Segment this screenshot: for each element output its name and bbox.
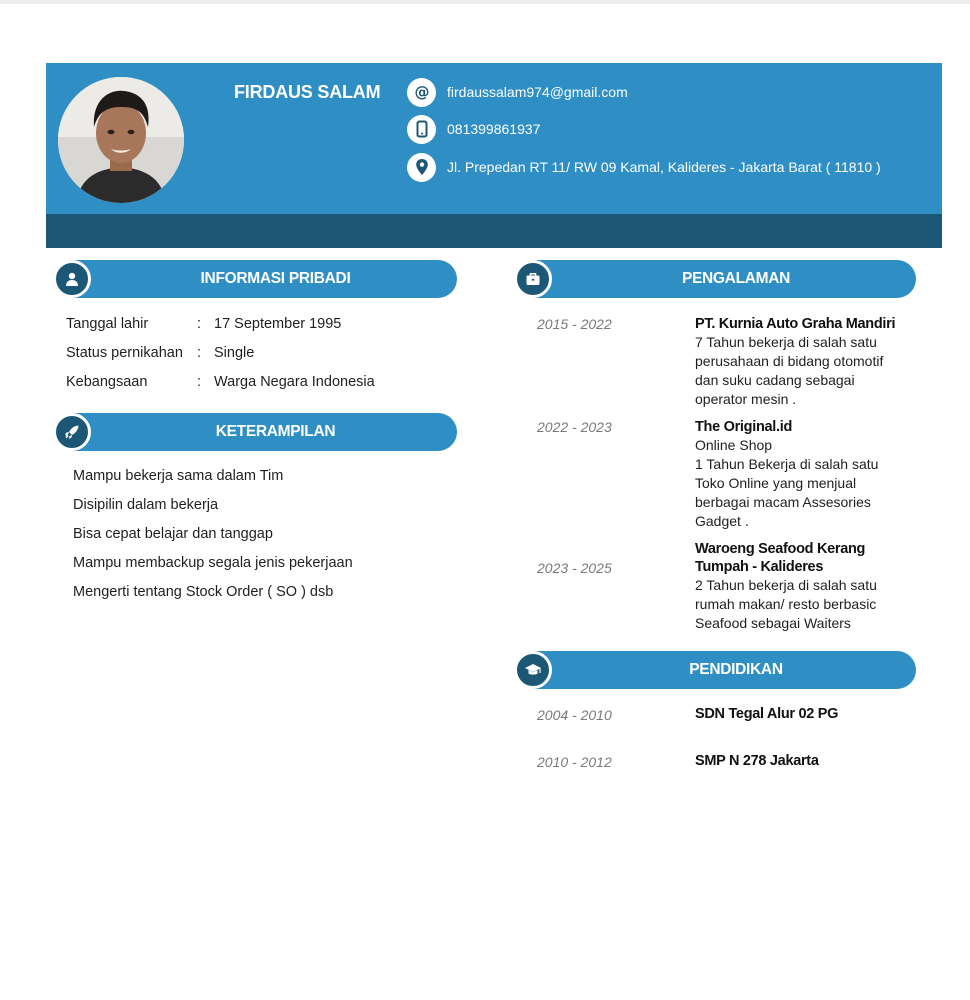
job-desc-line: perusahaan di bidang otomotif xyxy=(695,353,884,369)
label-nationality: Kebangsaan xyxy=(66,374,148,390)
skill-item: Mampu bekerja sama dalam Tim xyxy=(73,468,284,484)
section-education-title: PENDIDIKAN xyxy=(689,661,783,678)
phone-text[interactable]: 081399861937 xyxy=(447,121,541,137)
address-text: Jl. Prepedan RT 11/ RW 09 Kamal, Kalideres - Jakarta Barat ( 11810 ) xyxy=(447,159,881,175)
section-skills-title: KETERAMPILAN xyxy=(215,423,336,440)
label-marital-status: Status pernikahan xyxy=(66,345,183,361)
job-desc-line: rumah makan/ resto berbasic xyxy=(695,596,877,612)
job-desc-line: operator mesin . xyxy=(695,391,797,407)
contact-address xyxy=(407,152,881,182)
skill-item: Bisa cepat belajar dan tanggap xyxy=(73,526,273,542)
job-desc-line: 1 Tahun Bekerja di salah satu xyxy=(695,456,879,472)
sep-nationality: : xyxy=(197,374,202,390)
svg-text:@: @ xyxy=(414,83,429,101)
section-education-bar xyxy=(518,651,916,689)
job-company: Waroeng Seafood Kerang xyxy=(695,541,866,557)
skill-item: Disipilin dalam bekerja xyxy=(73,497,219,513)
experience-period: 2023 - 2025 xyxy=(537,560,612,576)
job-desc-line: Toko Online yang menjual xyxy=(695,475,857,491)
contact-phone[interactable] xyxy=(407,114,540,144)
experience-period: 2022 - 2023 xyxy=(537,419,612,435)
job-desc-line: 2 Tahun bekerja di salah satu xyxy=(695,577,877,593)
education-school: SDN Tegal Alur 02 PG xyxy=(695,706,839,722)
experience-entry xyxy=(695,418,935,531)
section-personal-title: INFORMASI PRIBADI xyxy=(200,270,351,287)
sep-birthdate: : xyxy=(197,316,202,332)
section-experience-bar xyxy=(518,260,916,298)
value-birthdate: 17 September 1995 xyxy=(214,316,342,332)
education-school: SMP N 278 Jakarta xyxy=(695,753,819,769)
section-skills-bar xyxy=(56,413,457,451)
job-company: Tumpah - Kalideres xyxy=(695,559,824,575)
label-birthdate: Tanggal lahir xyxy=(66,316,149,332)
value-nationality: Warga Negara Indonesia xyxy=(214,374,375,390)
at-icon xyxy=(407,78,436,107)
email-text[interactable]: firdaussalam974@gmail.com xyxy=(447,84,628,100)
briefcase-icon xyxy=(514,260,552,298)
section-personal-bar xyxy=(56,260,457,298)
phone-icon xyxy=(407,115,436,144)
rocket-icon xyxy=(53,413,91,451)
top-divider xyxy=(0,0,970,4)
avatar xyxy=(58,77,184,203)
skill-item: Mengerti tentang Stock Order ( SO ) dsb xyxy=(73,584,334,600)
job-company: The Original.id xyxy=(695,419,793,435)
job-desc-line: Seafood sebagai Waiters xyxy=(695,615,851,631)
experience-entry xyxy=(695,540,935,633)
graduation-cap-icon xyxy=(514,651,552,689)
profile-photo xyxy=(58,77,184,203)
skill-item: Mampu membackup segala jenis pekerjaan xyxy=(73,555,353,571)
education-period: 2010 - 2012 xyxy=(537,754,612,770)
user-icon xyxy=(53,260,91,298)
value-marital-status: Single xyxy=(214,345,255,361)
contact-email[interactable] xyxy=(407,77,628,107)
education-period: 2004 - 2010 xyxy=(537,707,612,723)
job-desc-line: berbagai macam Assesories xyxy=(695,494,871,510)
sep-marital-status: : xyxy=(197,345,202,361)
job-desc-line: 7 Tahun bekerja di salah satu xyxy=(695,334,877,350)
header-band xyxy=(46,214,942,248)
location-pin-icon xyxy=(407,153,436,182)
job-desc-line: Online Shop xyxy=(695,437,773,453)
job-desc-line: dan suku cadang sebagai xyxy=(695,372,855,388)
section-experience-title: PENGALAMAN xyxy=(681,270,791,287)
full-name: FIRDAUS SALAM xyxy=(234,82,381,102)
job-company: PT. Kurnia Auto Graha Mandiri xyxy=(695,316,896,332)
job-desc-line: Gadget . xyxy=(695,513,749,529)
experience-entry xyxy=(695,315,935,409)
experience-period: 2015 - 2022 xyxy=(537,316,612,332)
